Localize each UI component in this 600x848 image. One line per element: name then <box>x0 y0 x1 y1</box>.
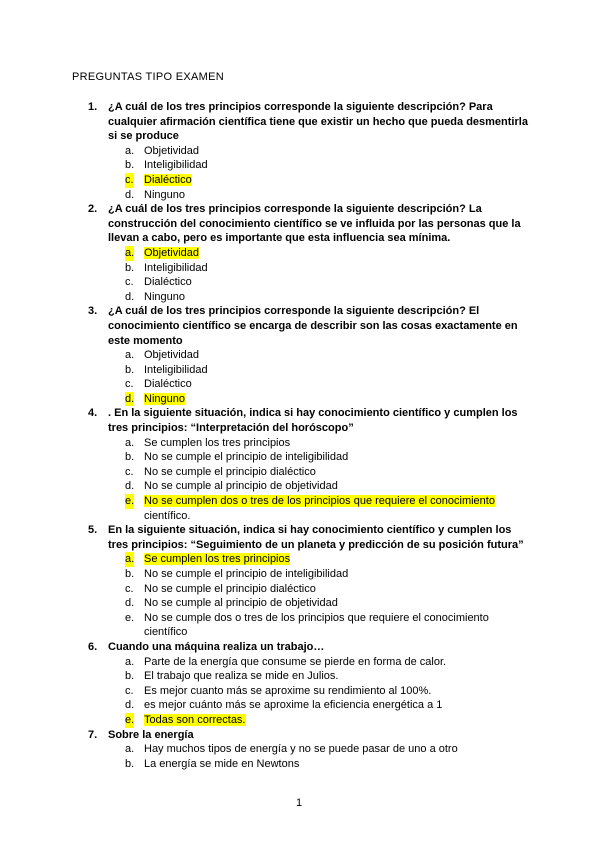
question-text: . En la siguiente situación, indica si hay conocimiento científico y cumplen los tres principios: “Interpretación del horóscopo” <box>108 407 518 435</box>
option-letter: b. <box>125 757 135 770</box>
question-item <box>72 100 532 202</box>
option-text: Objetividad <box>144 349 200 362</box>
option-letter: a. <box>125 655 135 668</box>
answer-option <box>108 436 532 451</box>
answer-option <box>108 246 532 261</box>
option-letter: b. <box>125 159 135 172</box>
question-item <box>72 304 532 406</box>
question-number: 6. <box>88 640 98 653</box>
option-letter: e. <box>125 495 135 508</box>
option-text: No se cumple al principio de objetividad <box>144 597 338 610</box>
option-text: Dialéctico <box>144 276 192 289</box>
option-text: No se cumple el principio dialéctico <box>144 465 316 478</box>
option-letter: a. <box>125 553 135 566</box>
option-letter: d. <box>125 188 135 201</box>
option-text: No se cumple el principio de inteligibilidad <box>144 568 349 580</box>
option-text: Parte de la energía que consume se pierde en forma de calor. <box>144 655 447 668</box>
answer-option <box>108 261 532 276</box>
answer-option <box>108 363 532 378</box>
option-text-continuation: científico. <box>144 509 191 522</box>
option-letter: c. <box>125 465 134 478</box>
answer-option <box>108 684 532 699</box>
option-letter: a. <box>125 246 135 259</box>
option-letter: d. <box>125 480 135 493</box>
option-text: Inteligibilidad <box>144 261 208 274</box>
answer-option <box>108 567 532 582</box>
answer-option <box>108 158 532 173</box>
answer-option <box>108 552 532 567</box>
answer-option <box>108 144 532 159</box>
option-letter: b. <box>125 568 135 580</box>
question-text: En la siguiente situación, indica si hay conocimiento científico y cumplen los tres principios: “Seguimiento de un planeta y predicción de su posición futura” <box>108 524 524 551</box>
option-letter: e. <box>125 713 135 726</box>
question-number: 7. <box>88 728 98 741</box>
document-header: PREGUNTAS TIPO EXAMEN <box>72 71 224 83</box>
option-list <box>108 246 532 304</box>
answer-option <box>108 698 532 713</box>
question-number: 1. <box>88 101 98 113</box>
option-text: Se cumplen los tres principios <box>144 436 291 449</box>
answer-option <box>108 450 532 465</box>
answer-option <box>108 611 532 640</box>
option-text: Inteligibilidad <box>144 159 208 172</box>
option-letter: d. <box>125 699 135 712</box>
option-list <box>108 348 532 406</box>
question-number: 3. <box>88 305 98 318</box>
highlighted-answer-text: Todas son correctas. <box>144 713 246 726</box>
question-number: 5. <box>88 524 98 537</box>
option-letter: d. <box>125 290 135 303</box>
answer-option <box>108 377 532 392</box>
question-item <box>72 640 532 728</box>
option-letter: a. <box>125 144 135 157</box>
option-list <box>108 552 532 640</box>
option-letter: c. <box>125 276 134 289</box>
option-text: El trabajo que realiza se mide en Julios. <box>144 670 339 683</box>
page-number: 1 <box>296 797 303 809</box>
question-item <box>72 406 532 523</box>
option-text: La energía se mide en Newtons <box>144 757 300 770</box>
question-list <box>72 100 532 771</box>
question-text: Sobre la energía <box>108 728 194 741</box>
question-number: 2. <box>88 203 98 216</box>
option-list <box>108 742 532 771</box>
question-item <box>72 202 532 304</box>
option-text: Hay muchos tipos de energía y no se puede pasar de uno a otro <box>144 743 458 756</box>
option-text: Dialéctico <box>144 378 192 391</box>
question-text: ¿A cuál de los tres principios corresponde la siguiente descripción? Para cualquier afirmación científica tiene que existir un hecho que pueda desmentirla si se produce <box>108 101 528 143</box>
option-letter: b. <box>125 363 135 376</box>
option-list <box>108 436 532 524</box>
option-text: Objetividad <box>144 144 200 157</box>
answer-option <box>108 479 532 494</box>
highlighted-answer-text: Se cumplen los tres principios <box>144 553 291 566</box>
answer-option <box>108 757 532 772</box>
answer-option <box>108 742 532 757</box>
option-list <box>108 144 532 202</box>
option-letter: b. <box>125 670 135 683</box>
option-letter: a. <box>125 349 135 362</box>
option-text: Inteligibilidad <box>144 363 208 376</box>
question-item <box>72 728 532 772</box>
highlighted-answer-text: Dialéctico <box>144 173 192 186</box>
highlighted-answer-text: No se cumplen dos o tres de los principios que requiere el conocimiento <box>144 495 495 508</box>
option-letter: a. <box>125 743 135 756</box>
option-letter: e. <box>125 611 135 624</box>
question-item <box>72 523 532 640</box>
answer-option <box>108 290 532 305</box>
answer-option <box>108 713 532 728</box>
option-list <box>108 655 532 728</box>
option-text-continuation: científico <box>144 626 188 639</box>
highlighted-answer-text: Ninguno <box>144 392 185 405</box>
answer-option <box>108 582 532 597</box>
option-letter: b. <box>125 451 135 464</box>
option-text: Ninguno <box>144 290 185 303</box>
option-letter: c. <box>125 582 134 595</box>
question-text: ¿A cuál de los tres principios corresponde la siguiente descripción? La construcción del conocimiento científico se ve influida por las personas que la llevan a cabo, pero es importante que esta influencia sea mínima. <box>108 203 521 245</box>
highlighted-answer-text: Objetividad <box>144 246 200 259</box>
option-text: No se cumple el principio de inteligibilidad <box>144 451 349 464</box>
option-letter: d. <box>125 597 135 610</box>
answer-option <box>108 348 532 363</box>
option-text: es mejor cuánto más se aproxime la eficiencia energética a 1 <box>144 699 443 712</box>
question-number: 4. <box>88 407 98 420</box>
answer-option <box>108 494 532 523</box>
answer-option <box>108 275 532 290</box>
answer-option <box>108 669 532 684</box>
question-text: Cuando una máquina realiza un trabajo… <box>108 640 325 653</box>
answer-option <box>108 173 532 188</box>
option-letter: c. <box>125 173 134 186</box>
option-letter: d. <box>125 392 135 405</box>
option-text: Es mejor cuanto más se aproxime su rendimiento al 100%. <box>144 684 432 697</box>
option-text: No se cumple dos o tres de los principios que requiere el conocimiento <box>144 611 489 624</box>
option-text: Ninguno <box>144 188 185 201</box>
answer-option <box>108 392 532 407</box>
answer-option <box>108 465 532 480</box>
option-letter: c. <box>125 684 134 697</box>
option-letter: a. <box>125 436 135 449</box>
option-text: No se cumple al principio de objetividad <box>144 480 338 493</box>
answer-option <box>108 188 532 203</box>
answer-option <box>108 596 532 611</box>
question-text: ¿A cuál de los tres principios corresponde la siguiente descripción? El conocimiento científico se encarga de describir son las cosas exactamente en este momento <box>108 305 518 347</box>
answer-option <box>108 655 532 670</box>
option-text: No se cumple el principio dialéctico <box>144 582 316 595</box>
option-letter: b. <box>125 261 135 274</box>
option-letter: c. <box>125 378 134 391</box>
